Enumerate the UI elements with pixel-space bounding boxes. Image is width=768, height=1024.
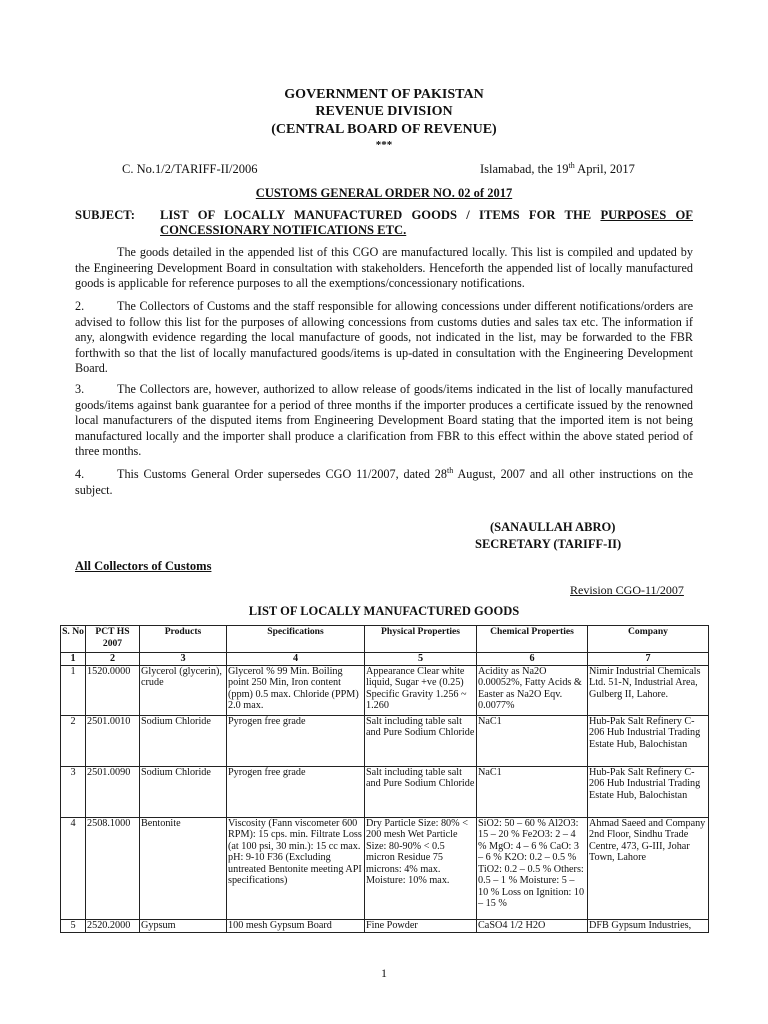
cell-company: Hub-Pak Salt Refinery C-206 Hub Industrial Trading Estate Hub, Balochistan xyxy=(588,715,709,766)
col-number: 5 xyxy=(365,653,477,666)
cell-sno: 1 xyxy=(61,665,86,715)
table-row xyxy=(61,766,709,817)
revision-note: Revision CGO-11/2007 xyxy=(570,583,684,597)
table-header-row xyxy=(61,626,709,653)
cell-physical: Fine Powder xyxy=(365,919,477,932)
table-row xyxy=(61,817,709,919)
paragraph-1: The goods detailed in the appended list of this CGO are manufactured locally. This list is compiled and updated by the Engineering Development Board in consultation with stakeholders. Henceforth the appended list of locally manufactured goods is applicable for reference purposes to all the exemptions/concessionary notifications. xyxy=(75,245,693,290)
header-government: GOVERNMENT OF PAKISTAN xyxy=(284,87,484,102)
header-specifications: Specifications xyxy=(227,626,365,653)
subject-text: LIST OF LOCALLY MANUFACTURED GOODS / ITEMS FOR THE PURPOSES OF CONCESSIONARY NOTIFICATIONS ETC. xyxy=(160,208,693,237)
cell-product: Glycerol (glycerin), crude xyxy=(140,665,227,715)
order-title: CUSTOMS GENERAL ORDER NO. 02 of 2017 xyxy=(255,186,513,200)
cell-pct: 2508.1000 xyxy=(86,817,140,919)
header-board: (CENTRAL BOARD OF REVENUE) xyxy=(271,122,497,137)
list-title: LIST OF LOCALLY MANUFACTURED GOODS xyxy=(248,604,520,618)
reference-number: C. No.1/2/TARIFF-II/2006 xyxy=(122,162,258,176)
table-row xyxy=(61,715,709,766)
cell-company: Hub-Pak Salt Refinery C-206 Hub Industrial Trading Estate Hub, Balochistan xyxy=(588,766,709,817)
cell-chemical: Acidity as Na2O 0.00052%, Fatty Acids & Easter as Na2O Eqv. 0.0077% xyxy=(477,665,588,715)
cell-company: Ahmad Saeed and Company 2nd Floor, Sindhu Trade Centre, 473, G-III, Johar Town, Lahore xyxy=(588,817,709,919)
signatory-title: SECRETARY (TARIFF-II) xyxy=(475,537,622,551)
cell-physical: Appearance Clear white liquid, Sugar +ve (0.25) Specific Gravity 1.256 ~ 1.260 xyxy=(365,665,477,715)
header-products: Products xyxy=(140,626,227,653)
cell-product: Gypsum xyxy=(140,919,227,932)
col-number: 3 xyxy=(140,653,227,666)
signatory-name: (SANAULLAH ABRO) xyxy=(490,520,616,534)
cell-product: Bentonite xyxy=(140,817,227,919)
col-number: 1 xyxy=(61,653,86,666)
subject-label: SUBJECT: xyxy=(75,208,135,222)
cell-sno: 5 xyxy=(61,919,86,932)
header-company: Company xyxy=(588,626,709,653)
paragraph-3: 3. The Collectors are, however, authorized to allow release of goods/items indicated in the list of locally manufactured goods/items against bank guarantee for a period of three months if the importer produces a certificate issued by the renowned local manufacturers of the disputed items from Engineering Development Board stating that the imported item is not being manufactured locally and the importer shall produce a clarification from FBR to this effect within the above stated period of three months. xyxy=(75,382,693,458)
header-chemical-properties: Chemical Properties xyxy=(477,626,588,653)
paragraph-4: 4. This Customs General Order supersedes CGO 11/2007, dated 28th August, 2007 and all other instructions on the subject. xyxy=(75,465,693,497)
cell-pct: 1520.0000 xyxy=(86,665,140,715)
table-row xyxy=(61,919,709,932)
col-number: 6 xyxy=(477,653,588,666)
col-number: 2 xyxy=(86,653,140,666)
header-sno: S. No xyxy=(61,626,86,653)
cell-spec: Viscosity (Fann viscometer 600 RPM): 15 cps. min. Filtrate Loss (at 100 psi, 30 min.): 15 cc max. pH: 9-10 F36 (Excluding untreated Bentonite meeting API specifications) xyxy=(227,817,365,919)
col-number: 4 xyxy=(227,653,365,666)
cell-company: Nimir Industrial Chemicals Ltd. 51-N, Industrial Area, Gulberg II, Lahore. xyxy=(588,665,709,715)
goods-table xyxy=(60,625,709,933)
paragraph-2: 2. The Collectors of Customs and the staff responsible for allowing concessions under different notifications/orders are advised to follow this list for the purposes of allowing concessions from customs duties and sales tax etc. The information if any, alongwith evidence regarding the local manufacture of goods, not indicated in the list, may be forwarded to the FBR forthwith so that the list of locally manufactured goods/items is up-dated in consultation with the Engineering Development Board. xyxy=(75,299,693,375)
cell-spec: 100 mesh Gypsum Board xyxy=(227,919,365,932)
header-stars: *** xyxy=(375,139,393,151)
cell-pct: 2520.2000 xyxy=(86,919,140,932)
table-row xyxy=(61,665,709,715)
cell-physical: Salt including table salt and Pure Sodium Chloride xyxy=(365,766,477,817)
page-number: 1 xyxy=(381,966,387,980)
distribution-line: All Collectors of Customs xyxy=(75,559,212,573)
cell-chemical: SiO2: 50 – 60 % Al2O3: 15 – 20 % Fe2O3: 2 – 4 % MgO: 4 – 6 % CaO: 3 – 6 % K2O: 0.2 – 0.5 % TiO2: 0.2 – 0.5 % Others: 0.5 – 1 % Moisture: 5 – 10 % Loss on Ignition: 10 – 15 % xyxy=(477,817,588,919)
cell-company: DFB Gypsum Industries, xyxy=(588,919,709,932)
cell-physical: Salt including table salt and Pure Sodium Chloride xyxy=(365,715,477,766)
cell-chemical: NaC1 xyxy=(477,766,588,817)
cell-spec: Pyrogen free grade xyxy=(227,766,365,817)
cell-sno: 3 xyxy=(61,766,86,817)
cell-pct: 2501.0010 xyxy=(86,715,140,766)
cell-chemical: CaSO4 1/2 H2O xyxy=(477,919,588,932)
cell-spec: Glycerol % 99 Min. Boiling point 250 Min, Iron content (ppm) 0.5 max. Chloride (PPM) 2.0 max. xyxy=(227,665,365,715)
header-pct-hs: PCT HS 2007 xyxy=(86,626,140,653)
col-number: 7 xyxy=(588,653,709,666)
cell-sno: 2 xyxy=(61,715,86,766)
cell-pct: 2501.0090 xyxy=(86,766,140,817)
cell-chemical: NaC1 xyxy=(477,715,588,766)
place-date: Islamabad, the 19th April, 2017 xyxy=(480,160,635,176)
cell-sno: 4 xyxy=(61,817,86,919)
header-division: REVENUE DIVISION xyxy=(315,104,453,119)
cell-product: Sodium Chloride xyxy=(140,715,227,766)
cell-spec: Pyrogen free grade xyxy=(227,715,365,766)
cell-product: Sodium Chloride xyxy=(140,766,227,817)
column-number-row xyxy=(61,653,709,666)
header-physical-properties: Physical Properties xyxy=(365,626,477,653)
cell-physical: Dry Particle Size: 80% < 200 mesh Wet Particle Size: 80-90% < 0.5 micron Residue 75 microns: 4% max. Moisture: 10% max. xyxy=(365,817,477,919)
